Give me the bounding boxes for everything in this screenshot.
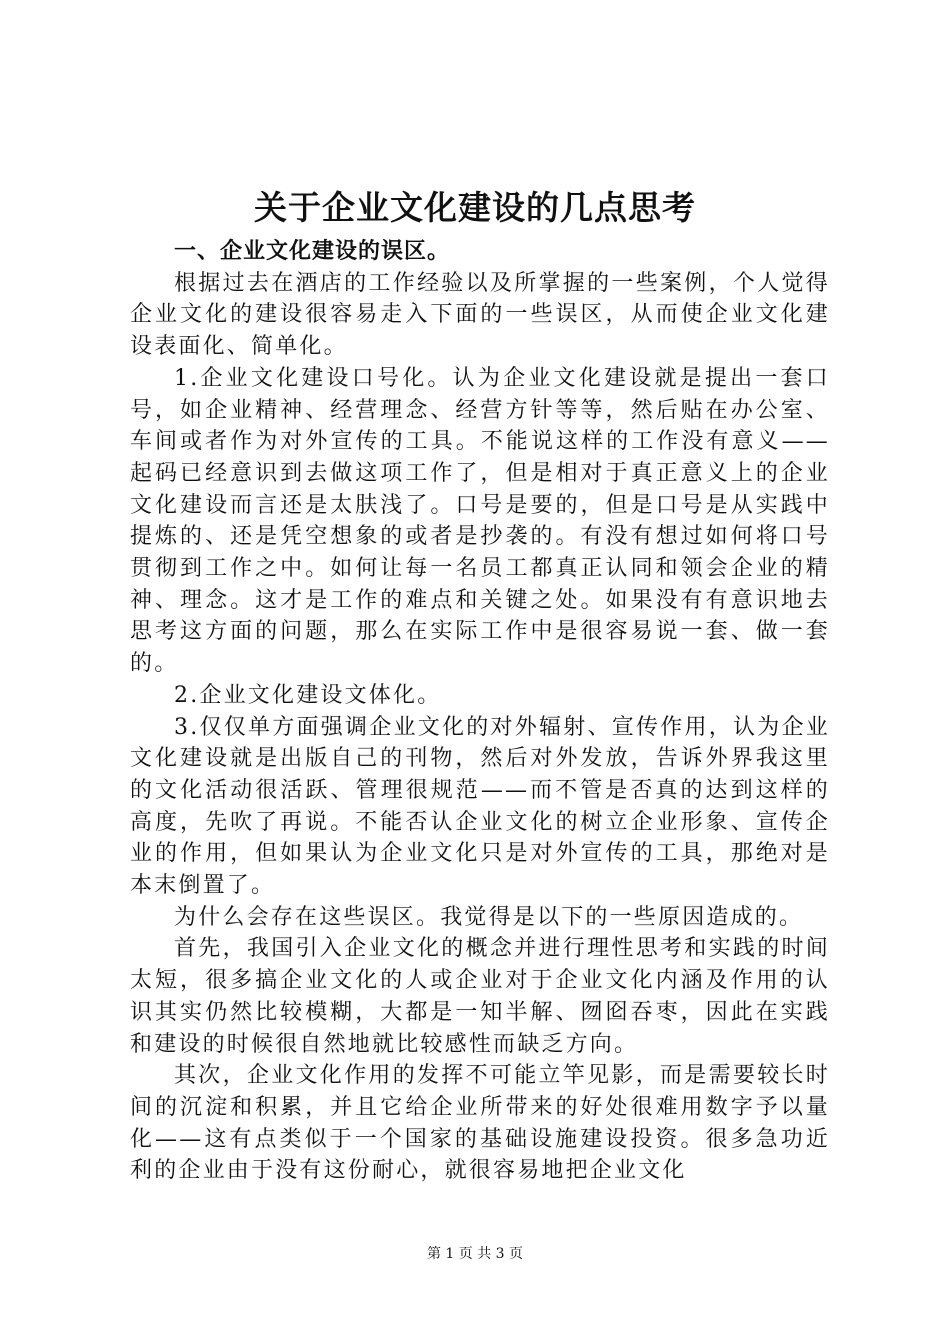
section-heading: 一、企业文化建设的误区。 [174,238,451,264]
paragraph-intro: 根据过去在酒店的工作经验以及所掌握的一些案例，个人觉得企业文化的建设很容易走入下面的一些误区，从而使企业文化建设表面化、简单化。 [130,270,830,360]
paragraph-item-2: 2.企业文化建设文体化。 [174,682,442,708]
paragraph-causes: 为什么会存在这些误区。我觉得是以下的一些原因造成的。 [174,904,804,930]
paragraph-item-1: 1.企业文化建设口号化。认为企业文化建设就是提出一套口号，如企业精神、经营理念、经营方针等等，然后贴在办公室、车间或者作为对外宣传的工具。不能说这样的工作没有意义——起码已经意识到去做这项工作了，但是相对于真正意义上的企业文化建设而言还是太肤浅了。口号是要的，但是口号是从实践中提炼的、还是凭空想象的或者是抄袭的。有没有想过如何将口号贯彻到工作之中。如何让每一名员工都真正认同和领会企业的精神、理念。这才是工作的难点和关键之处。如果没有有意识地去思考这方面的问题，那么在实际工作中是很容易说一套、做一套的。 [130,365,830,677]
paragraph-second-reason: 其次，企业文化作用的发挥不可能立竿见影，而是需要较长时间的沉淀和积累，并且它给企业所带来的好处很难用数字予以量化——这有点类似于一个国家的基础设施建设投资。很多急功近利的企业由于没有这份耐心，就很容易地把企业文化 [130,1063,830,1184]
paragraph-first-reason: 首先，我国引入企业文化的概念并进行理性思考和实践的时间太短，很多搞企业文化的人或企业对于企业文化内涵及作用的认识其实仍然比较模糊，大都是一知半解、囫囵吞枣，因此在实践和建设的时候很自然地就比较感性而缺乏方向。 [130,936,830,1057]
document-body [130,236,830,1187]
paragraph-item-3: 3.仅仅单方面强调企业文化的对外辐射、宣传作用，认为企业文化建设就是出版自己的刊物，然后对外发放，告诉外界我这里的文化活动很活跃、管理很规范——而不管是否真的达到这样的高度，先吹了再说。不能否认企业文化的树立企业形象、宣传企业的作用，但如果认为企业文化只是对外宣传的工具，那绝对是本末倒置了。 [130,714,830,899]
document-title: 关于企业文化建设的几点思考 [254,188,696,227]
page-footer: 第 1 页 共 3 页 [426,1246,524,1262]
